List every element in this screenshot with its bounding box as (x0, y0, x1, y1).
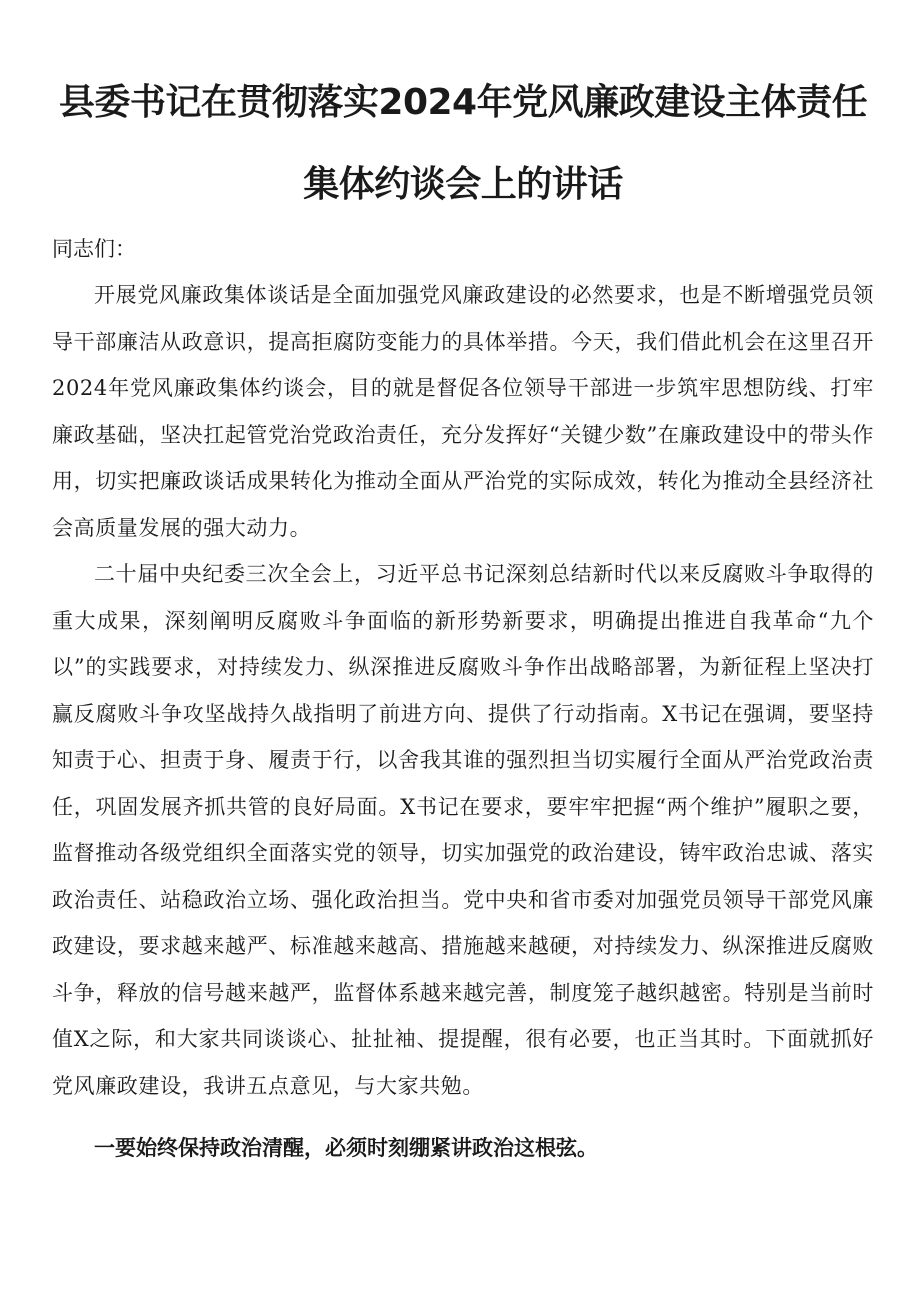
salutation: 同志们： (52, 237, 136, 261)
paragraph-context: 二十届中央纪委三次全会上，习近平总书记深刻总结新时代以来反腐败斗争取得的重大成果，深刻阐明反腐败斗争面临的新形势新要求，明确提出推进自我革命“九个以”的实践要求，对持续发力、纵深推进反腐败斗争作出战略部署，为新征程上坚决打赢反腐败斗争攻坚战持久战指明了前进方向、提供了行动指南。X书记在强调，要坚持知责于心、担责于身、履责于行，以舍我其谁的强烈担当切实履行全面从严治党政治责任，巩固发展齐抓共管的良好局面。X书记在要求，要牢牢把握“两个维护”履职之要，监督推动各级党组织全面落实党的领导，切实加强党的政治建设，铸牢政治忠诚、落实政治责任、站稳政治立场、强化政治担当。党中央和省市委对加强党员领导干部党风廉政建设，要求越来越严、标准越来越高、措施越来越硬，对持续发力、纵深推进反腐败斗争，释放的信号越来越严，监督体系越来越完善，制度笼子越织越密。特别是当前时值X之际，和大家共同谈谈心、扯扯袖、提提醒，很有必要，也正当其时。下面就抓好党风廉政建设，我讲五点意见，与大家共勉。 (52, 562, 874, 1098)
document-title: 县委书记在贯彻落实2024年党风廉政建设主体责任集体约谈会上的讲话 (58, 82, 868, 205)
section-heading-1: 一要始终保持政治清醒，必须时刻绷紧讲政治这根弦。 (94, 1136, 598, 1160)
paragraph-intro: 开展党风廉政集体谈话是全面加强党风廉政建设的必然要求，也是不断增强党员领导干部廉洁从政意识，提高拒腐防变能力的具体举措。今天，我们借此机会在这里召开2024年党风廉政集体约谈会，目的就是督促各位领导干部进一步筑牢思想防线、打牢廉政基础，坚决扛起管党治党政治责任，充分发挥好“关键少数”在廉政建设中的带头作用，切实把廉政谈话成果转化为推动全面从严治党的实际成效，转化为推动全县经济社会高质量发展的强大动力。 (52, 283, 874, 540)
